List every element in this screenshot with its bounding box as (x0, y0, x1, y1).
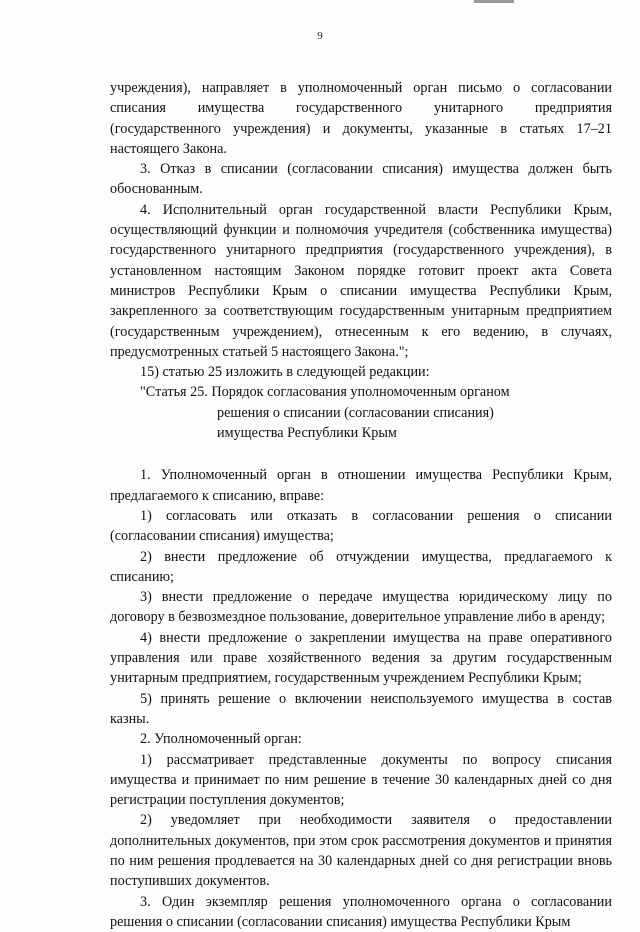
paragraph-item-3: 3. Отказ в списании (согласовании списания) имущества должен быть обоснованным. (110, 161, 612, 198)
list-item-1-1: 1) согласовать или отказать в согласовании решения о списании (согласовании списания) имущества; (110, 507, 612, 545)
page-number: 9 (317, 30, 323, 42)
list-item-2-2: 2) уведомляет при необходимости заявителя о предоставлении дополнительных документов, при этом срок рассмотрения документов и принятия по ним решения продлевается на 30 календарных дней со дня регистрации вновь поступивших документов. (110, 812, 612, 890)
list-item-1-4: 4) внести предложение о закреплении имущества на праве оперативного управления или праве хозяйственного ведения за другим государственным унитарным предприятием, государственным учреждением Республики Крым; (110, 629, 612, 687)
article-heading-line-2: решения о списании (согласовании списания) (217, 404, 494, 421)
scan-edge-mark (474, 0, 514, 3)
article-heading-line-3: имущества Республики Крым (217, 425, 397, 442)
paragraph-amendment-15: 15) статью 25 изложить в следующей редакции: (140, 364, 430, 381)
list-item-1-5: 5) принять решение о включении неиспользуемого имущества в состав казны. (110, 690, 612, 727)
paragraph-continuation: учреждения), направляет в уполномоченный орган письмо о согласовании списания имущества государственного унитарного предприятия (государственного учреждения) и документы, указанные в статьях 17–21 настоящего Закона. (110, 80, 612, 157)
list-item-1-2: 2) внести предложение об отчуждении имущества, предлагаемого к списанию; (110, 548, 612, 585)
paragraph-part-1: 1. Уполномоченный орган в отношении имущества Республики Крым, предлагаемого к списанию, вправе: (110, 467, 612, 504)
document-body (110, 78, 612, 932)
paragraph-part-3: 3. Один экземпляр решения уполномоченного органа о согласовании решения о списании (согласовании списания) имущества Республики Крым (110, 893, 612, 930)
article-heading-line-1: "Статья 25. Порядок согласования уполномоченным органом (140, 384, 510, 401)
section-spacer (110, 443, 612, 465)
list-item-2-1: 1) рассматривает представленные документы по вопросу списания имущества и принимает по ним решение в течение 30 календарных дней со дня регистрации поступления документов; (110, 751, 612, 809)
list-item-1-3: 3) внести предложение о передаче имущества юридическому лицу по договору в безвозмездное пользование, доверительное управление либо в аренду; (110, 589, 612, 626)
article-heading (110, 382, 612, 443)
paragraph-part-2: 2. Уполномоченный орган: (140, 731, 302, 748)
paragraph-item-4: 4. Исполнительный орган государственной власти Республики Крым, осуществляющий функции и полномочия учредителя (собственника имущества) государственного унитарного предприятия (государственного учреждения), в установленном настоящим Законом порядке готовит проект акта Совета министров Республики Крым о списании имущества Республики Крым, закрепленного за соответствующим государственным унитарным предприятием (государственным учреждением), отнесенным к его ведению, в случаях, предусмотренных статьей 5 настоящего Закона."; (110, 201, 612, 360)
